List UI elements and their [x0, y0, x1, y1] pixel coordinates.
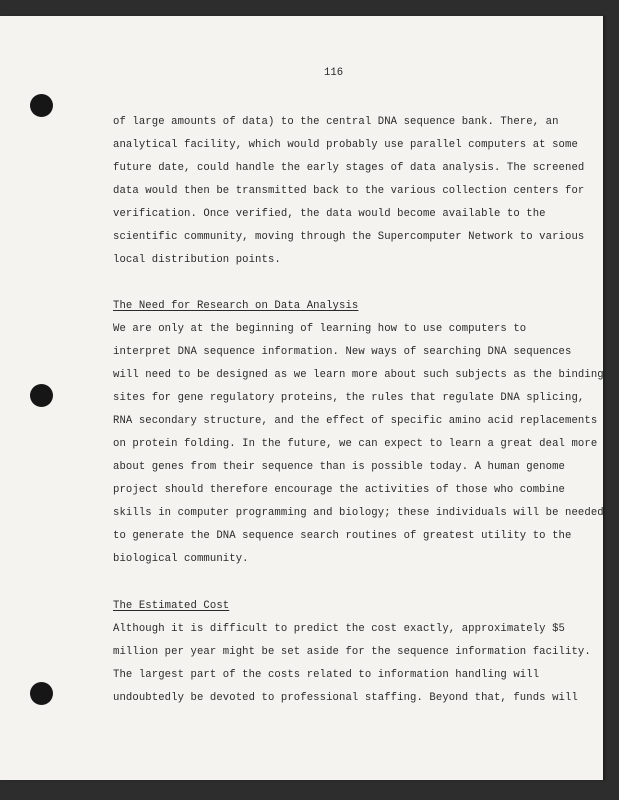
text-line: future date, could handle the early stages of data analysis. The screened: [113, 162, 585, 174]
text-line: analytical facility, which would probably use parallel computers at some: [113, 139, 578, 151]
text-line: on protein folding. In the future, we can expect to learn a great deal more: [113, 438, 598, 450]
text-line: Although it is difficult to predict the cost exactly, approximately $5: [113, 623, 566, 635]
punch-hole-middle: [30, 384, 53, 407]
text-line: The largest part of the costs related to information handling will: [113, 669, 540, 681]
section-heading-research: The Need for Research on Data Analysis: [113, 300, 359, 312]
text-line: of large amounts of data) to the central DNA sequence bank. There, an: [113, 116, 559, 128]
punch-hole-bottom: [30, 682, 53, 705]
text-line: verification. Once verified, the data would become available to the: [113, 208, 546, 220]
text-line: biological community.: [113, 553, 249, 565]
text-line: local distribution points.: [113, 254, 281, 266]
page-number: 116: [324, 67, 344, 79]
text-line: million per year might be set aside for the sequence information facility.: [113, 646, 591, 658]
text-line: RNA secondary structure, and the effect of specific amino acid replacements: [113, 415, 598, 427]
text-line: about genes from their sequence than is possible today. A human genome: [113, 461, 566, 473]
text-line: to generate the DNA sequence search routines of greatest utility to the: [113, 530, 572, 542]
text-line: interpret DNA sequence information. New ways of searching DNA sequences: [113, 346, 572, 358]
text-line: data would then be transmitted back to the various collection centers for: [113, 185, 585, 197]
text-line: project should therefore encourage the activities of those who combine: [113, 484, 566, 496]
text-line: undoubtedly be devoted to professional staffing. Beyond that, funds will: [113, 692, 578, 704]
text-line: We are only at the beginning of learning how to use computers to: [113, 323, 527, 335]
text-line: sites for gene regulatory proteins, the rules that regulate DNA splicing,: [113, 392, 585, 404]
text-line: will need to be designed as we learn more about such subjects as the binding: [113, 369, 604, 381]
text-line: skills in computer programming and biology; these individuals will be needed: [113, 507, 604, 519]
punch-hole-top: [30, 94, 53, 117]
section-heading-cost: The Estimated Cost: [113, 600, 230, 612]
text-line: scientific community, moving through the Supercomputer Network to various: [113, 231, 585, 243]
